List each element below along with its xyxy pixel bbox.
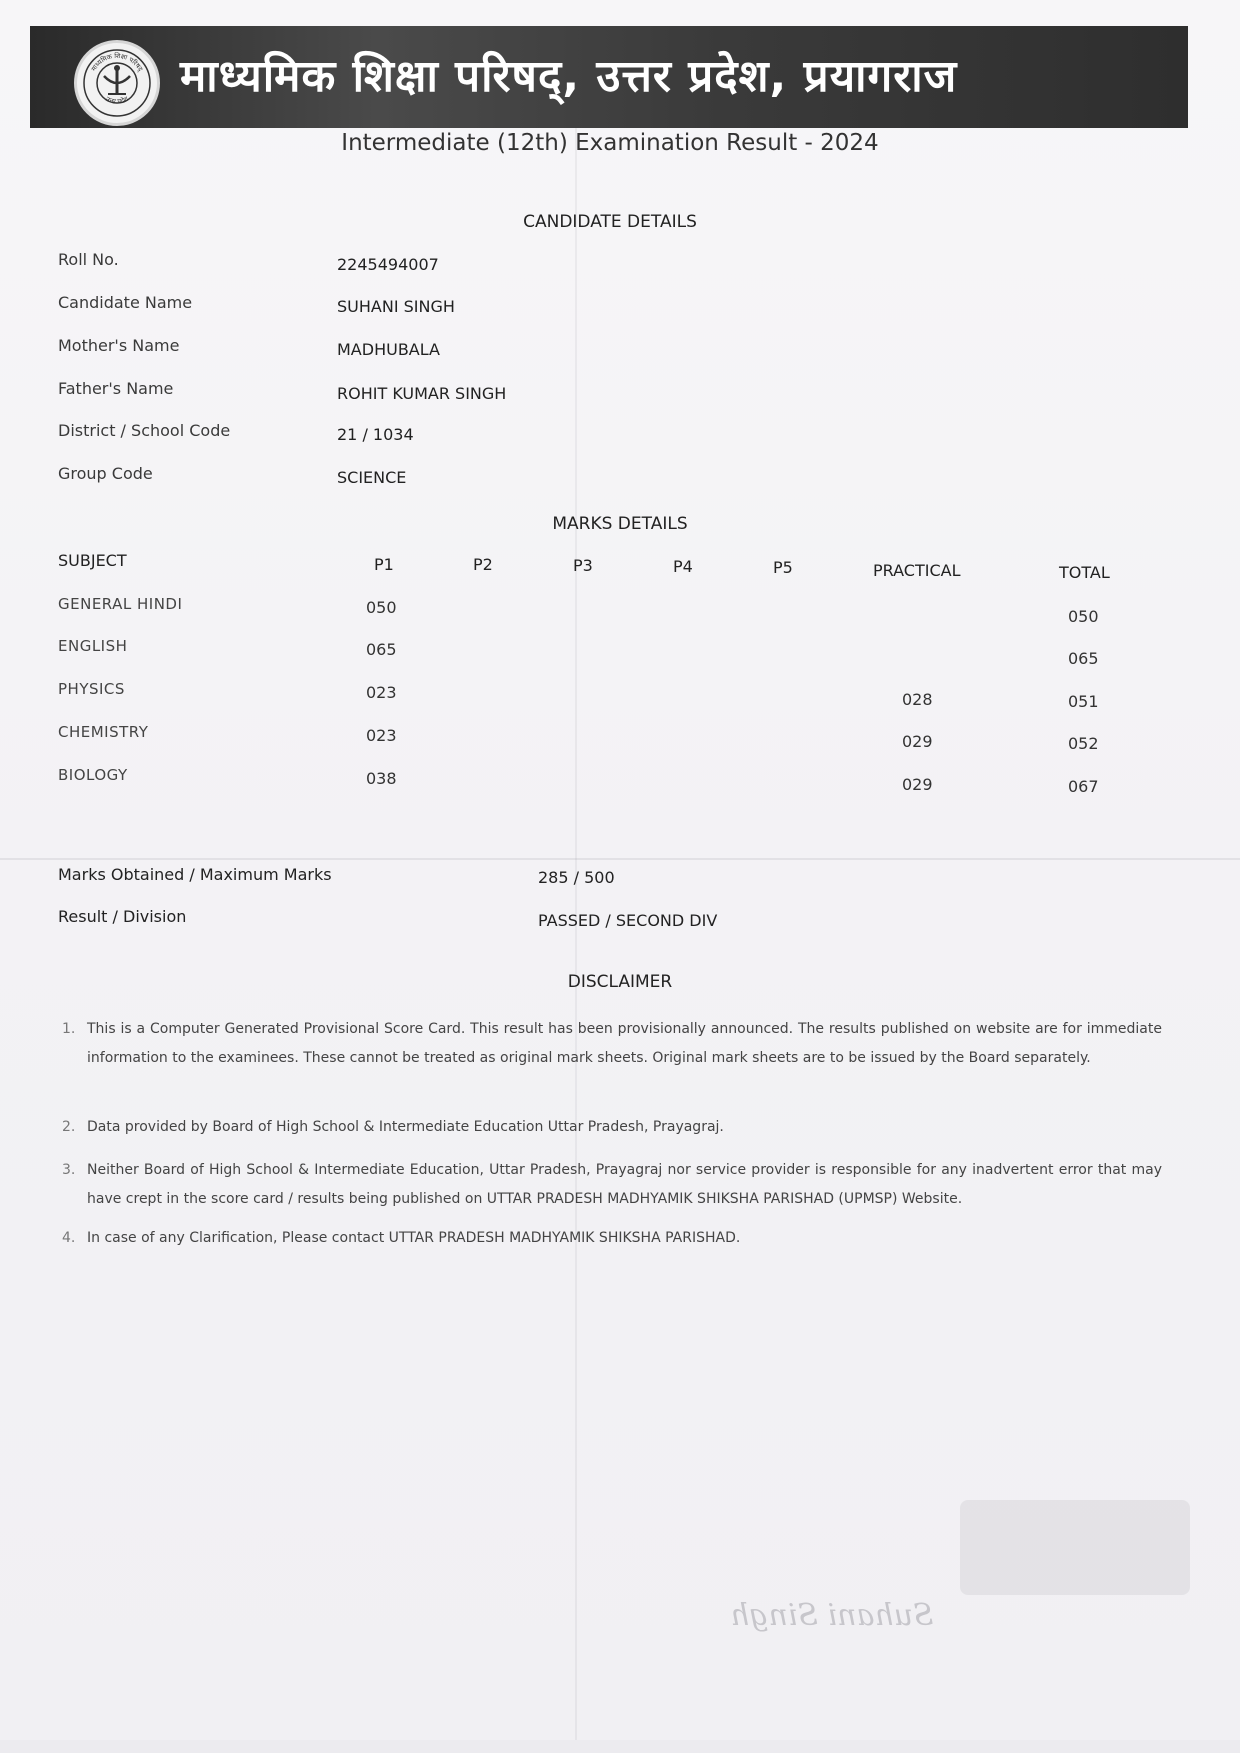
col-p5: P5 (773, 558, 793, 577)
subject-name: PHYSICS (58, 680, 125, 698)
col-p2: P2 (473, 555, 493, 574)
total-mark: 065 (1068, 649, 1099, 668)
result-division-value: PASSED / SECOND DIV (538, 911, 718, 930)
subject-name: ENGLISH (58, 637, 128, 655)
p1-mark: 038 (366, 769, 397, 788)
board-title: माध्यमिक शिक्षा परिषद्, उत्तर प्रदेश, प्रयागराज (180, 51, 958, 102)
disclaimer-text: In case of any Clarification, Please contact UTTAR PRADESH MADHYAMIK SHIKSHA PARISHAD. (87, 1230, 741, 1246)
svg-text:उत्तर प्रदेश (104, 95, 130, 106)
group-code-value: SCIENCE (337, 468, 407, 487)
handwritten-signature-bleed: Suhani Singh (730, 1598, 934, 1633)
roll-no-value: 2245494007 (337, 255, 439, 274)
result-division-label: Result / Division (58, 907, 187, 926)
marks-obtained-label: Marks Obtained / Maximum Marks (58, 865, 332, 884)
disclaimer-item (62, 1113, 1162, 1142)
col-p1: P1 (374, 555, 394, 574)
col-practical: PRACTICAL (873, 561, 961, 580)
district-school-code-label: District / School Code (58, 421, 231, 440)
disclaimer-item (62, 1224, 1162, 1253)
board-header-banner (30, 26, 1188, 128)
practical-mark: 029 (902, 732, 933, 751)
p1-mark: 023 (366, 683, 397, 702)
roll-no-label: Roll No. (58, 250, 119, 269)
mother-name-label: Mother's Name (58, 336, 180, 355)
disclaimer-number: 4. (62, 1230, 76, 1246)
paper-smudge (960, 1500, 1190, 1595)
total-mark: 052 (1068, 734, 1099, 753)
total-mark: 051 (1068, 692, 1099, 711)
candidate-details-heading: CANDIDATE DETAILS (523, 212, 697, 232)
disclaimer-number: 2. (62, 1119, 76, 1135)
total-mark: 050 (1068, 607, 1099, 626)
emblem-bottom-text: उत्तर प्रदेश (104, 94, 130, 106)
subject-name: CHEMISTRY (58, 723, 149, 741)
marks-obtained-value: 285 / 500 (538, 868, 615, 887)
col-total: TOTAL (1059, 563, 1110, 582)
disclaimer-number: 1. (62, 1021, 76, 1037)
col-p3: P3 (573, 556, 593, 575)
practical-mark: 028 (902, 690, 933, 709)
candidate-name-value: SUHANI SINGH (337, 297, 455, 316)
col-subject: SUBJECT (58, 551, 127, 570)
paper-fold-horizontal (0, 858, 1240, 860)
disclaimer-text: Neither Board of High School & Intermediate Education, Uttar Pradesh, Prayagraj nor service provider is responsible for any inadvertent error that may have crept in the score card / results being published on UTTAR PRADESH MADHYAMIK SHIKSHA PARISHAD (UPMSP) Website. (87, 1162, 1162, 1207)
group-code-label: Group Code (58, 464, 153, 483)
p1-mark: 050 (366, 598, 397, 617)
disclaimer-item (62, 1156, 1162, 1214)
board-emblem-icon (74, 40, 160, 126)
practical-mark: 029 (902, 775, 933, 794)
emblem-top-text: माध्यमिक शिक्षा परिषद् (89, 51, 145, 73)
disclaimer-heading: DISCLAIMER (567, 972, 673, 992)
col-p4: P4 (673, 557, 693, 576)
p1-mark: 065 (366, 640, 397, 659)
district-school-code-value: 21 / 1034 (337, 425, 414, 444)
father-name-value: ROHIT KUMAR SINGH (337, 384, 507, 403)
disclaimer-text: Data provided by Board of High School & Intermediate Education Uttar Pradesh, Prayagraj. (87, 1119, 724, 1135)
total-mark: 067 (1068, 777, 1099, 796)
candidate-name-label: Candidate Name (58, 293, 193, 312)
disclaimer-text: This is a Computer Generated Provisional Score Card. This result has been provisionally announced. The results published on website are for immediate information to the examinees. These cannot be treated as original mark sheets. Original mark sheets are to be issued by the Board separately. (87, 1021, 1162, 1066)
father-name-label: Father's Name (58, 379, 174, 398)
p1-mark: 023 (366, 726, 397, 745)
mother-name-value: MADHUBALA (337, 340, 440, 359)
marks-details-heading: MARKS DETAILS (552, 514, 688, 534)
disclaimer-item (62, 1015, 1162, 1073)
exam-result-title: Intermediate (12th) Examination Result - 2024 (341, 130, 879, 156)
subject-name: BIOLOGY (58, 766, 128, 784)
subject-name: GENERAL HINDI (58, 595, 183, 613)
disclaimer-number: 3. (62, 1162, 76, 1178)
